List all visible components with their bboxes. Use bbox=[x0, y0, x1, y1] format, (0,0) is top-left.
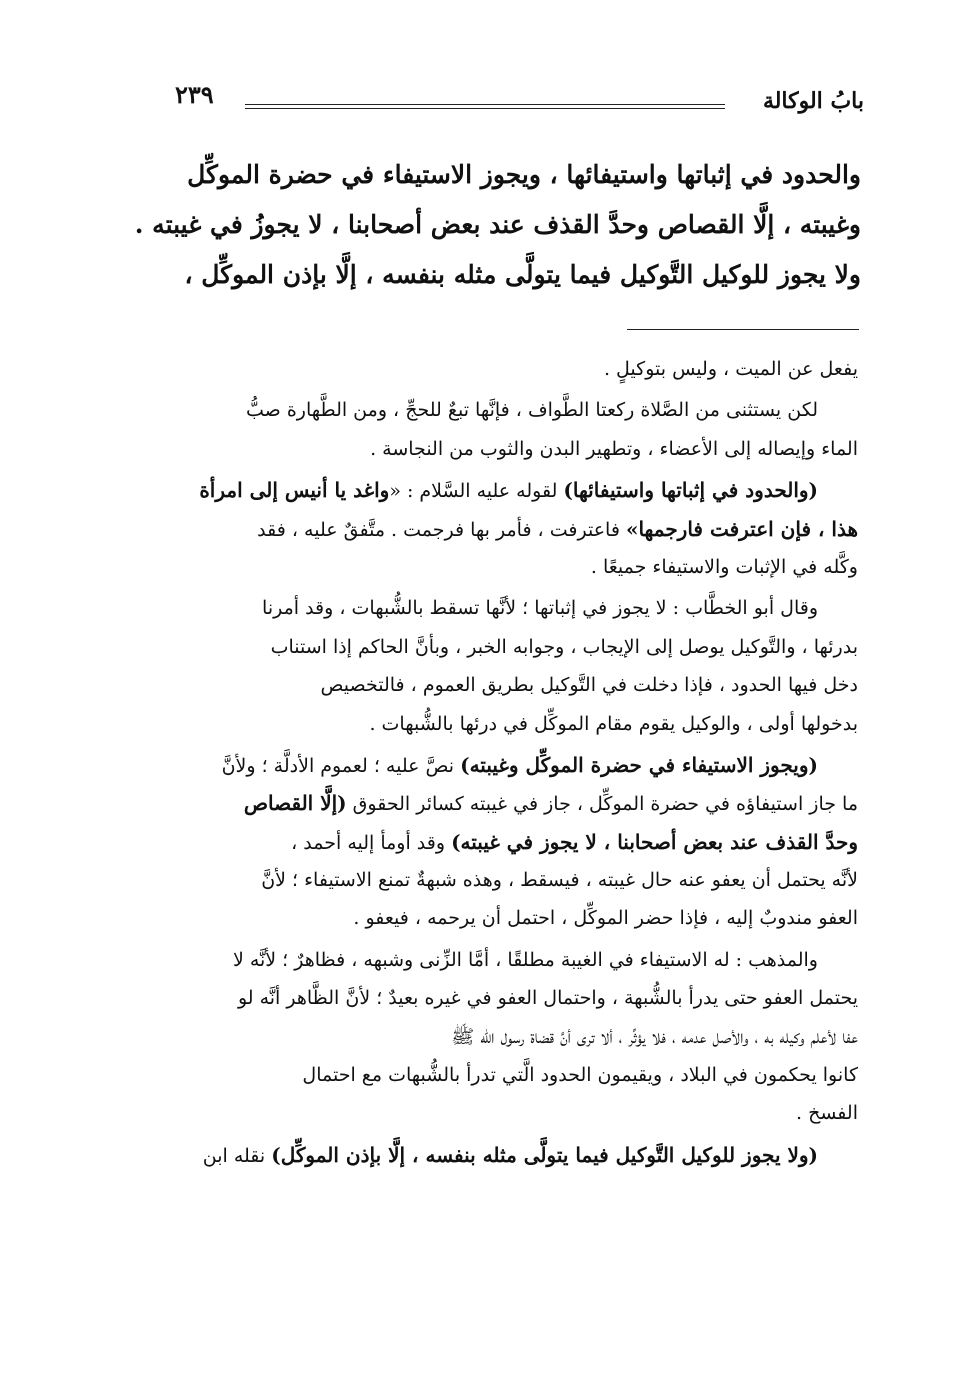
quoted-main-text: وحدَّ القذف عند بعض أصحابنا ، لا يجوز في غيبته) bbox=[451, 829, 858, 854]
commentary-line: الفسخ . bbox=[796, 1102, 858, 1125]
commentary-text: لقوله عليه السَّلام : « bbox=[389, 480, 564, 503]
commentary-line: وقال أبو الخطَّاب : لا يجوز في إثباتها ؛ لأنَّها تسقط بالشُّبهات ، وقد أمرنا bbox=[262, 597, 818, 620]
commentary-line: يفعل عن الميت ، وليس بتوكيلٍ . bbox=[603, 358, 858, 380]
chapter-title: بابُ الوكالة bbox=[762, 88, 864, 114]
commentary-paragraph bbox=[100, 589, 858, 743]
commentary-paragraph bbox=[100, 1136, 858, 1174]
main-text-line: والحدود في إثباتها واستيفائها ، ويجوز الاستيفاء في حضرة الموكِّل bbox=[187, 160, 861, 189]
commentary-line: يحتمل العفو حتى يدرأ بالشُّبهة ، واحتمال العفو في غيره بعيدٌ ؛ لأنَّ الظَّاهر أنَّه لو bbox=[237, 987, 858, 1010]
commentary-line: دخل فيها الحدود ، فإذا دخلت في التَّوكيل بطريق العموم ، فالتخصيص bbox=[320, 674, 858, 697]
commentary-paragraph bbox=[100, 350, 858, 388]
quoted-main-text: (ويجوز الاستيفاء في حضرة الموكِّل وغيبته) bbox=[460, 752, 818, 777]
commentary-paragraph bbox=[100, 941, 858, 1133]
commentary-line bbox=[100, 510, 858, 548]
commentary-line: لأنَّه يحتمل أن يعفو عنه حال غيبته ، فيسقط ، وهذه شبهةٌ تمنع الاستيفاء ؛ لأنَّ bbox=[261, 869, 858, 892]
quoted-hadith: واغد يا أنيس إلى امرأة bbox=[199, 478, 390, 503]
quoted-main-text: (ولا يجوز للوكيل التَّوكيل فيما يتولَّى مثله بنفسه ، إلَّا بإذن الموكِّل) bbox=[271, 1142, 818, 1167]
commentary-line: وكَّله في الإثبات والاستيفاء جميعًا . bbox=[590, 555, 858, 578]
commentary-text: فاعترفت ، فأمر بها فرجمت . متَّفقٌ عليه ، فقد bbox=[257, 518, 626, 541]
commentary-paragraph bbox=[100, 391, 858, 468]
commentary-line bbox=[100, 784, 858, 822]
commentary-line: والمذهب : له الاستيفاء في الغيبة مطلقًا ، أمَّا الزِّنى وشبهه ، فظاهرٌ ؛ لأنَّه لا bbox=[232, 948, 818, 971]
main-text-line: وغيبته ، إلَّا القصاص وحدَّ القذف عند بعض أصحابنا ، لا يجوزُ في غيبته . bbox=[134, 210, 861, 239]
commentary-line: عفا لأعلم وكيله به ، والأصل عدمه ، فلا يؤثِّر ، ألا ترى أنَّ قضاة رسول الله ﷺ bbox=[451, 1025, 858, 1048]
commentary bbox=[100, 350, 858, 1177]
quoted-hadith: هذا ، فإن اعترفت فارجمها» bbox=[625, 516, 858, 541]
commentary-line: بدرئها ، والتَّوكيل يوصل إلى الإيجاب ، وجوابه الخبر ، وبأنَّ الحاكم إذا استناب bbox=[270, 635, 858, 658]
commentary-text: ما جاز استيفاؤه في حضرة الموكِّل ، جاز في غيبته كسائر الحقوق bbox=[346, 793, 858, 816]
quoted-main-text: (إلَّا القصاص bbox=[243, 791, 347, 816]
commentary-line: لكن يستثنى من الصَّلاة ركعتا الطَّواف ، فإنَّها تبعٌ للحجِّ ، ومن الطَّهارة صبُّ bbox=[245, 399, 818, 422]
separator-rule bbox=[627, 329, 859, 330]
main-text bbox=[101, 150, 861, 300]
commentary-paragraph bbox=[100, 471, 858, 586]
commentary-text: وقد أومأ إليه أحمد ، bbox=[291, 831, 452, 854]
commentary-line bbox=[100, 471, 858, 509]
quoted-main-text: (والحدود في إثباتها واستيفائها) bbox=[563, 478, 818, 503]
commentary-line: العفو مندوبٌ إليه ، فإذا حضر الموكِّل ، احتمل أن يرحمه ، فيعفو . bbox=[353, 907, 858, 930]
commentary-paragraph bbox=[100, 746, 858, 938]
commentary-text: نصَّ عليه ؛ لعموم الأدلَّة ؛ ولأنَّ bbox=[221, 754, 461, 777]
commentary-line: كانوا يحكمون في البلاد ، ويقيمون الحدود الَّتي تدرأ بالشُّبهات مع احتمال bbox=[302, 1064, 858, 1087]
page-number: ٢٣٩ bbox=[175, 80, 214, 109]
main-text-line: ولا يجوز للوكيل التَّوكيل فيما يتولَّى مثله بنفسه ، إلَّا بإذن الموكِّل ، bbox=[184, 260, 861, 289]
commentary-line bbox=[100, 823, 858, 861]
commentary-line bbox=[100, 746, 858, 784]
header-rule bbox=[245, 104, 725, 109]
commentary-line: بدخولها أولى ، والوكيل يقوم مقام الموكِّل في درئها بالشُّبهات . bbox=[369, 712, 858, 735]
commentary-text: نقله ابن bbox=[202, 1144, 272, 1167]
commentary-line: الماء وإيصاله إلى الأعضاء ، وتطهير البدن والثوب من النجاسة . bbox=[370, 437, 858, 460]
commentary-line bbox=[100, 1136, 858, 1174]
